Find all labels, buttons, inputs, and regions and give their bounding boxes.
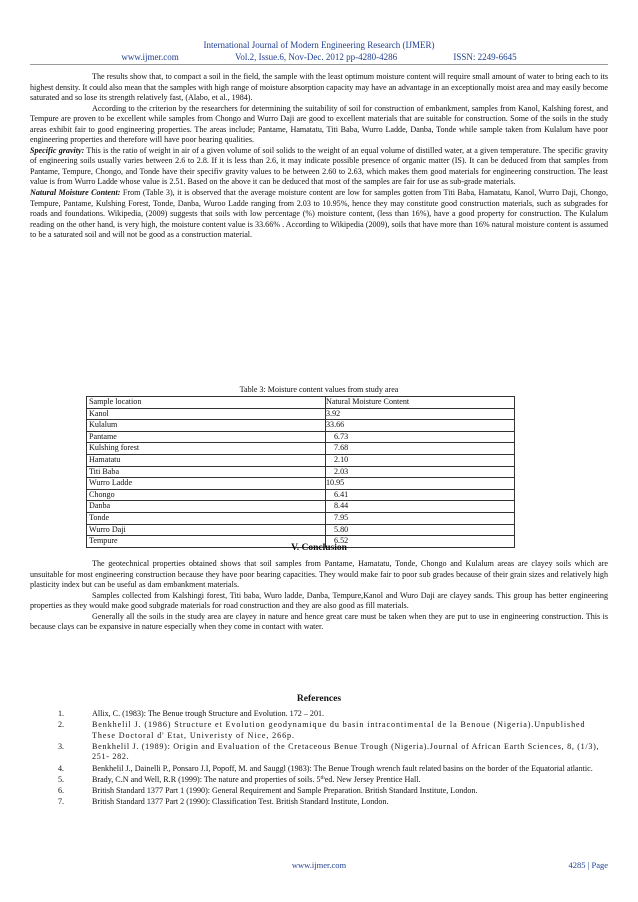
reference-item: 7. British Standard 1377 Part 2 (1990): Classification Test. British Standard Institute, London. (58, 796, 389, 806)
sample-location-cell: Pantame (87, 431, 326, 443)
moisture-value-cell: 6.52 (326, 536, 515, 548)
table-row (87, 466, 515, 478)
sample-location-cell: Tonde (87, 512, 326, 524)
sample-location-cell: Kanol (87, 408, 326, 420)
references-heading: References (296, 694, 342, 704)
table-row (87, 512, 515, 524)
paragraph-specific-gravity (30, 146, 608, 188)
conclusion-heading: V. Conclusion (291, 543, 347, 553)
conclusion-paragraph: Samples collected from Kalshingi forest, Titi baba, Wuro ladde, Danba, Tempure,Kanol and Wuro Daji are clayey sands. This group has better engineering properties as they would make good subgrade materials for road construction and they are also good as fill materials. (30, 590, 608, 611)
sample-location-cell: Kulalum (87, 420, 326, 432)
reference-item: 4. Benkhelil J., Dainelli P., Ponsaro J.I, Popoff, M. and Sauggl (1983): The Benue Trough wrench fault related basins on the border of the Equatorial atlantic. (58, 763, 593, 773)
reference-item: 1. Allix, C. (1983): The Benue trough Structure and Evolution. 172 – 201. (58, 709, 325, 718)
journal-site-link[interactable]: www.ijmer.com (121, 52, 179, 62)
table-row (87, 420, 515, 432)
journal-issn: ISSN: 2249-6645 (453, 52, 517, 62)
paragraph-moisture-content (30, 188, 608, 241)
moisture-content-text: From (Table 3), it is observed that the average moisture content are low for samples gotten from Titi Baba, Hamatatu, Kanol, Wurro Daji, Chongo, Tempure, Pantame, Kulshing Forest, Tonde, Danba, Wuroo Ladde ranging from 2.03 to 10.95%, hence they may constitute good construction materials, such as subgrades for roads and foundations. Wikipedia, (2009) suggests that soils with low percentage (%) moisture content, (less than 16%), have a good property for construction. The Kulalum reading on the other hand, is very high, the moisture content value is 33.66% . According to Wikipedia (2009), soils that have more than 16% natural moisture content is assumed to be a saturated soil and will not be good as a construction material. (30, 188, 608, 240)
body-text (30, 72, 608, 241)
table-header-cell: Sample location (87, 397, 326, 409)
sample-location-cell: Chongo (87, 489, 326, 501)
table-row (87, 443, 515, 455)
moisture-value-cell: 7.68 (326, 443, 515, 455)
moisture-value-cell: 7.95 (326, 512, 515, 524)
conclusion-text (30, 559, 608, 633)
moisture-value-cell: 6.41 (326, 489, 515, 501)
paragraph-compaction: The results show that, to compact a soil in the field, the sample with the least optimum moisture content will require small amount of water to bring each to its highest density. It could also mean that the samples with high range of moisture absorption capacity may have an advantage in an exceptionally moist area and may easily become saturated and so lose its strength relatively fast, (Alabo, et al., 1984). (30, 72, 608, 103)
table-header-cell: Natural Moisture Content (326, 397, 515, 409)
table-row (87, 501, 515, 513)
journal-title: International Journal of Modern Engineering Research (IJMER) (203, 40, 435, 50)
moisture-value-cell: 2.10 (326, 454, 515, 466)
moisture-table (86, 396, 515, 548)
conclusion-paragraph: The geotechnical properties obtained shows that soil samples from Pantame, Hamatatu, Tonde, Chongo and Kulalum areas are clayey soils which are unsuitable for most engineering construction because they have poor bearing capacities. They would make fair to poor sub grades because of their grain sizes and relatively high plasticity index but can be useful as dam embankment materials. (30, 559, 608, 590)
references-list (58, 709, 606, 808)
journal-volume: Vol.2, Issue.6, Nov-Dec. 2012 pp-4280-4286 (235, 52, 398, 62)
page-number: 4285 | Page (568, 860, 608, 870)
moisture-value-cell: 3.92 (326, 408, 515, 420)
moisture-value-cell: 10.95 (326, 478, 515, 490)
journal-info-row (0, 52, 638, 62)
table-caption: Table 3: Moisture content values from study area (239, 385, 399, 394)
sample-location-cell: Titi Baba (87, 466, 326, 478)
moisture-value-cell: 8.44 (326, 501, 515, 513)
sample-location-cell: Tempure (87, 536, 326, 548)
conclusion-paragraph: Generally all the soils in the study area are clayey in nature and hence great care must be taken when they are put to use in engineering construction. This is because clays can be expansive in nature especially when they come in contact with water. (30, 611, 608, 632)
table-row (87, 478, 515, 490)
table-row (87, 489, 515, 501)
moisture-content-heading: Natural Moisture Content: (30, 188, 121, 198)
reference-item: 3. Benkhelil J. (1989): Origin and Evaluation of the Cretaceous Benue Trough (Nigeria).Journal of African Earth Sciences, 8, (1/3), 251- 282. (58, 741, 600, 762)
moisture-value-cell: 5.80 (326, 524, 515, 536)
reference-item: 6. British Standard 1377 Part 1 (1990): General Requirement and Sample Preparation. British Standard Institute, London. (58, 785, 478, 795)
specific-gravity-text: This is the ratio of weight in air of a given volume of soil solids to the weight of an equal volume of distilled water, at a given temperature. The specific gravity of engineering soils usually varies between 2.6 to 2.8. If it is less than 2.6, it may indicate possible presence of organic matter (IS). It can be deduced from that samples from Pantame, Tempure, Chongo, and Tonde have their specifiv gravity values to be between 2.60 to 2.63, which makes them good materials for engineering construction. The least value is from Wurro Ladde whose value is 2.51. Based on the above it can be deduced that most of the samples are fair for use as sub-grade materials. (30, 145, 608, 187)
sample-location-cell: Danba (87, 501, 326, 513)
header-divider (30, 64, 608, 65)
reference-item: 2. Benkhelil J. (1986) Structure et Evolution geodynamique du basin intracontimental de la Benoue (Nigeria).Unpublished These Doctoral d' Etat, Univeristy of Nice, 266p. (58, 720, 586, 740)
footer-site-link[interactable]: www.ijmer.com (291, 860, 347, 870)
table-row (87, 454, 515, 466)
moisture-value-cell: 6.73 (326, 431, 515, 443)
table-row (87, 408, 515, 420)
sample-location-cell: Wurro Daji (87, 524, 326, 536)
specific-gravity-heading: Specific gravity: (30, 145, 85, 155)
sample-location-cell: Hamatatu (87, 454, 326, 466)
table-row (87, 524, 515, 536)
moisture-value-cell: 2.03 (326, 466, 515, 478)
moisture-value-cell: 33.66 (326, 420, 515, 432)
table-header-row (87, 397, 515, 409)
sample-location-cell: Wurro Ladde (87, 478, 326, 490)
table-row (87, 431, 515, 443)
paragraph-criterion: According to the criterion by the researchers for determining the suitability of soil for construction of embankment, samples from Kanol, Kalshing forest, and Tempure are proven to be excellent while samples from Chongo and Wurro Daji are good to excellent materials that are suitable for construction. Some of the soils in the study areas exhibit fair to good engineering properties. The areas include; Pantame, Hamatatu, Titi Baba, Wurro Ladde, Danba, Tonde while sample taken from Kulalum have poor engineering properties and therefore will have poor bearing qualities. (30, 103, 608, 145)
sample-location-cell: Kulshing forest (87, 443, 326, 455)
reference-item: 5. Brady, C.N and Well, R.R (1999): The nature and properties of soils. 5thed. New Jersey Prentice Hall. (58, 774, 421, 784)
